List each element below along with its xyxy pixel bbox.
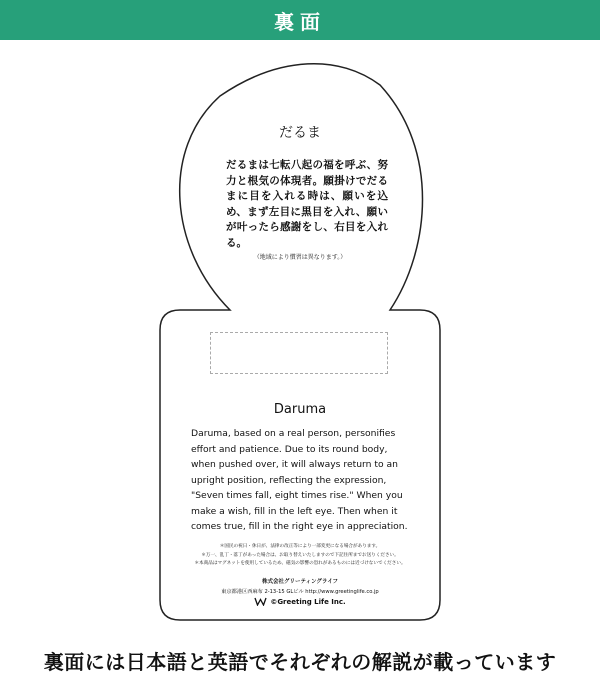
japanese-description: だるまは七転八起の福を呼ぶ、努力と根気の体現者。願掛けでだるまに目を入れる時は、願いを込め、まず左目に黒目を入れ、願いが叶ったら感謝をし、右目を入れる。: [226, 159, 388, 249]
copyright-row: [0, 597, 600, 606]
english-title: Daruma: [273, 402, 327, 417]
japanese-title: だるま: [279, 125, 321, 141]
banner-title: 裏面: [274, 9, 326, 34]
caption: 裏面には日本語と英語でそれぞれの解説が載っています: [43, 650, 557, 674]
company-name: 株式会社グリーティングライフ: [261, 579, 339, 585]
company-address: 東京都港区西麻布 2-13-15 GLビル http://www.greetinglife.co.jp: [221, 589, 379, 595]
company-logo-icon: [254, 597, 267, 606]
copyright-text: ©Greeting Life Inc.: [270, 597, 346, 606]
fine-print-line: ＊本商品はマグネットを使用しているため、磁気の影響の恐れがあるものには近づけないでください。: [194, 561, 406, 566]
english-description: Daruma, based on a real person, personifies effort and patience. Due to its round body, when pushed over, it will always return to an upright position, reflecting the expression, "Seven times fall, eight times rise." When you make a wish, fill in the left eye. Then when it comes true, fill in the right eye in appreciation.: [191, 428, 408, 532]
fine-print: [170, 543, 430, 569]
japanese-note: （地域により慣習は異なります。）: [253, 254, 347, 261]
photo-placeholder: [210, 332, 388, 374]
fine-print-line: ＊国民の祝日・休日が、法律の改正等により一部変更になる場合があります。: [219, 544, 381, 549]
fine-print-line: ＊万一、乱丁・落丁があった場合は、お取り替えいたしますので下記住所までお送りください。: [201, 552, 399, 558]
